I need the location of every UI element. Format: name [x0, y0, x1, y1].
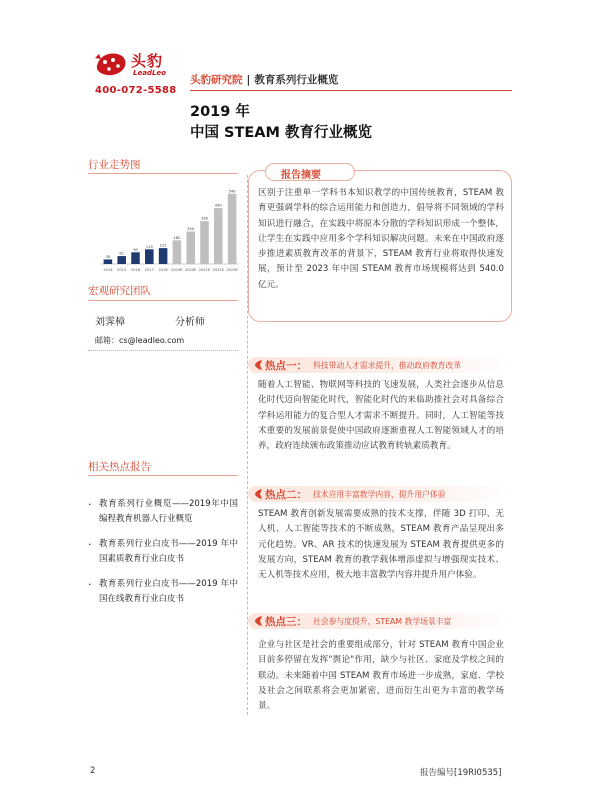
hotspot-marker-icon — [254, 488, 264, 500]
summary-tab-label: 报告摘要 — [281, 170, 321, 181]
header-separator: | — [246, 74, 251, 86]
chart-tick-label: 2021E — [198, 268, 211, 272]
title-year: 2019 年 — [190, 104, 250, 120]
analyst-name: 刘霁樟 — [95, 317, 125, 328]
hotspot-2-label: 热点二： — [265, 489, 307, 501]
chart-value-label: 540 — [228, 189, 236, 194]
logo-text: 头豹 — [131, 52, 164, 70]
chart-value-label: 250 — [187, 227, 195, 231]
chart-bar — [117, 256, 126, 264]
hotspot-1-topic: 科技带动人才需求提升，推动政府教育改革 — [313, 361, 462, 370]
analyst-email[interactable]: 邮箱：cs@leadleo.com — [95, 336, 185, 345]
trend-chart — [95, 178, 243, 278]
related-heading: 相关热点报告 — [88, 461, 151, 473]
logo-subtext: LeadLeo — [133, 69, 166, 77]
chart-value-label: 330 — [201, 216, 208, 221]
hotspot-3-label: 热点三： — [265, 616, 307, 628]
related-report-item[interactable]: · 教育系列行业概览——2019年中国编程教育机器人行业概览 — [88, 497, 238, 527]
chart-value-label: 61 — [119, 251, 124, 256]
chart-bar — [186, 232, 195, 265]
chart-bar — [104, 259, 113, 264]
analyst-role: 分析师 — [175, 317, 205, 328]
hotspot-1-label: 热点一： — [265, 360, 307, 372]
chart-bar — [228, 194, 237, 264]
related-report-list — [88, 497, 238, 617]
hotspot-marker-icon — [254, 615, 264, 627]
phone-number: 400-072-5588 — [95, 85, 177, 96]
chart-tick-label: 2016 — [130, 268, 141, 272]
chart-tick-label: 2018 — [158, 268, 168, 272]
trend-chart-svg — [95, 178, 243, 278]
summary-tab — [265, 163, 355, 181]
header-breadcrumb — [190, 72, 338, 87]
chart-bar — [145, 249, 154, 264]
chart-bar — [200, 221, 209, 264]
chart-tick-label: 2019E — [171, 268, 183, 272]
team-divider — [88, 350, 238, 351]
summary-text: 区别于注重单一学科书本知识教学的中国传统教育，STEAM 教育更强调学科的综合运用能力和创造力，倡导将不同领域的学科知识进行融合，在实践中将原本分散的学科知识形成一个整体，让学生在实践中应用多个学科知识解决问题。未来在中国政府逐步推进素质教育改革的背景下，STEAM 教育行业将取得快速发展，预计至 2023 年中国 STEAM 教育市场规模将达到 540.0 亿元。 — [258, 188, 504, 290]
chart-value-label: 35 — [105, 254, 111, 259]
team-heading: 宏观研究团队 — [88, 285, 151, 297]
leopard-icon — [93, 48, 129, 78]
hotspot-3-text: 企业与社区是社会的重要组成部分，针对 STEAM 教育中国企业目前多停留在发挥"舆论"作用，缺少与社区、家庭及学校之间的联动。未来随着中国 STEAM 教育市场进一步成熟，家庭、学校及社会之间联系将会更加紧密，进而衍生出更为丰富的教学场景。 — [258, 640, 504, 712]
team-rule — [88, 300, 238, 301]
hotspot-3-header — [248, 613, 512, 629]
institute-name: 头豹研究院 — [190, 74, 243, 86]
chart-value-label: 182 — [173, 235, 181, 240]
hotspot-2-text: STEAM 教育创新发展需要成熟的技术支撑，伴随 3D 打印、无人机、人工智能等技术的不断成熟，STEAM 教育产品呈现出多元化趋势。VR、AR 技术的快速发展为 STEAM 教育提供更多的发展方向，STEAM 教育的教学载体增添虚拟与增强现实技术、无人机等技术应用，极大地丰富教学内容并提升用户体验。 — [258, 509, 504, 581]
trend-rule — [88, 173, 238, 174]
related-report-item[interactable]: · 教育系列行业白皮书——2019 年中国在线教育行业白皮书 — [88, 577, 238, 607]
brand-logo — [93, 48, 183, 83]
hotspot-1-header — [248, 357, 512, 373]
hotspot-1-text: 随着人工智能、物联网等科技的飞速发展，人类社会逐步从信息化时代迈向智能化时代，智能化时代的来临助推社会对具备综合学科运用能力的复合型人才需求不断提升。同时，人工智能等技术重要的发展前景促使中国政府逐渐重视人工智能领域人才的培养，政府连续颁布政策推动应试教育转轨素质教育。 — [258, 380, 504, 452]
hotspot-2-header — [248, 486, 512, 502]
hotspot-3-topic: 社会参与度提升，STEAM 教学场景丰富 — [313, 617, 452, 626]
related-report-item[interactable]: · 教育系列行业白皮书——2019 年中国素质教育行业白皮书 — [88, 537, 238, 567]
chart-tick-label: 2023E — [226, 268, 238, 272]
hotspot-marker-icon — [254, 359, 264, 371]
page-title: 中国 STEAM 教育行业概览 — [190, 125, 372, 141]
chart-bar — [173, 240, 182, 264]
chart-value-label: 122 — [159, 243, 167, 248]
chart-value-label: 90 — [133, 247, 138, 252]
chart-bar — [214, 208, 223, 264]
chart-value-label: 430 — [214, 203, 222, 208]
chart-bar — [131, 252, 140, 264]
chart-value-label: 113 — [145, 244, 153, 249]
chart-bar — [159, 248, 168, 264]
chart-tick-label: 2022E — [212, 268, 225, 272]
report-number: 报告编号[19RI0535] — [420, 768, 502, 778]
chart-tick-label: 2017 — [144, 268, 154, 272]
trend-heading: 行业走势图 — [88, 159, 141, 171]
series-name: 教育系列行业概览 — [254, 74, 339, 86]
chart-tick-label: 2014 — [103, 268, 113, 272]
page-number: 2 — [90, 766, 96, 776]
hotspot-2-topic: 技术应用丰富教学内容，提升用户体验 — [313, 490, 446, 499]
header-rule — [190, 90, 512, 91]
related-rule — [88, 475, 238, 476]
chart-tick-label: 2015 — [117, 268, 127, 272]
chart-tick-label: 2020E — [184, 268, 197, 272]
